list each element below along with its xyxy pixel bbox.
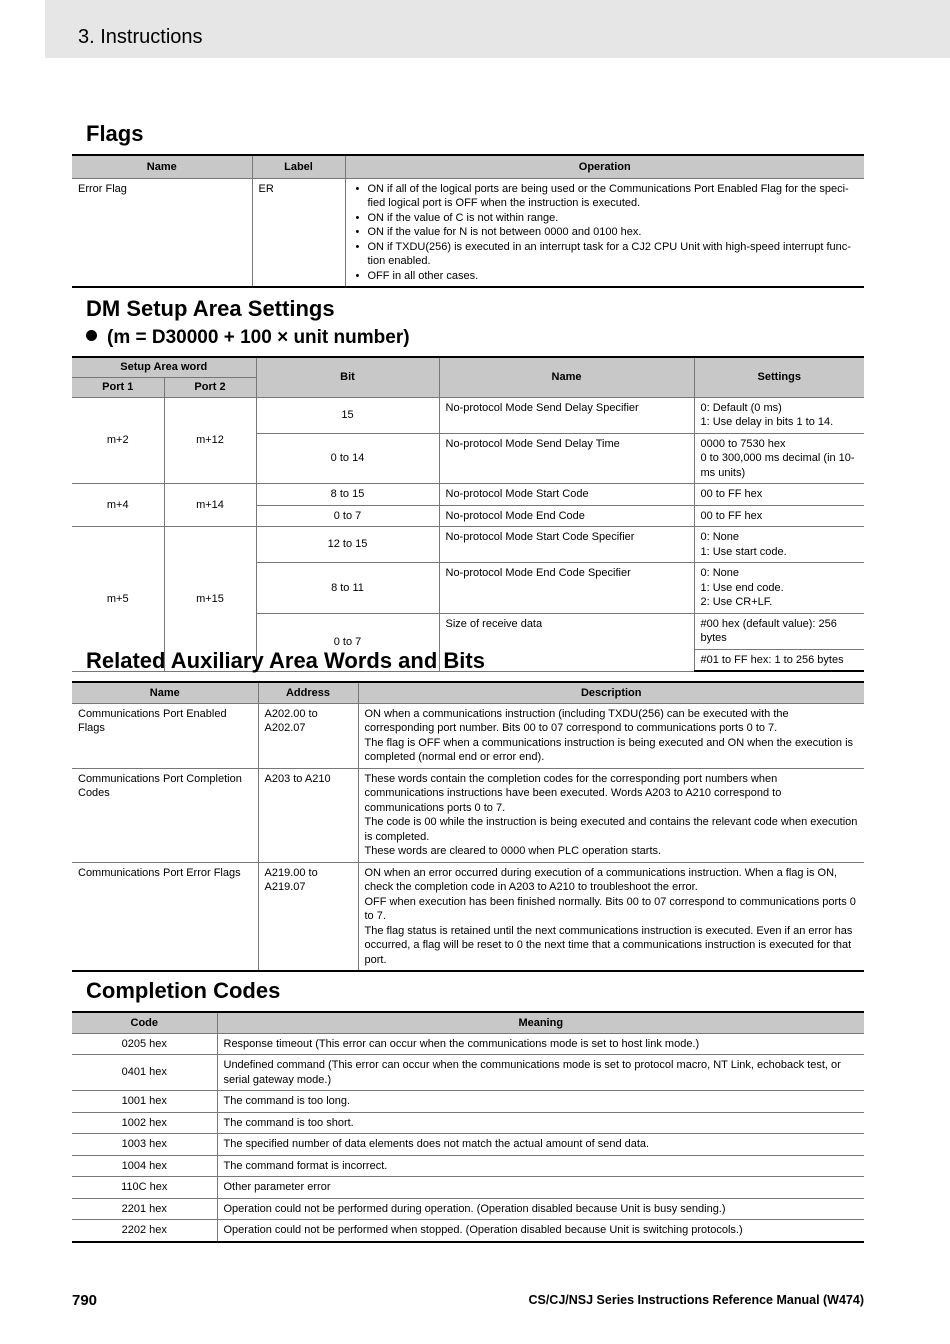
setting-values: #01 to FF hex: 1 to 256 bytes — [694, 649, 864, 671]
table-row — [72, 862, 864, 971]
code-cell: 0205 hex — [72, 1033, 217, 1055]
completion-codes-table — [72, 1011, 864, 1243]
flags-table — [72, 154, 864, 288]
flags-heading: Flags — [86, 121, 144, 146]
meaning-cell: Operation could not be performed when stopped. (Operation disabled because Unit is switching protocols.) — [217, 1220, 864, 1242]
flag-name: Error Flag — [72, 178, 252, 287]
col-name: Name — [72, 155, 252, 178]
setting-name: No-protocol Mode End Code — [439, 505, 694, 527]
code-cell: 1002 hex — [72, 1112, 217, 1134]
port2-word: m+12 — [164, 397, 256, 484]
setting-line: 0: Default (0 ms) — [700, 401, 782, 414]
aux-table — [72, 681, 864, 972]
col-code: Code — [72, 1012, 217, 1033]
bit-cell: 15 — [256, 397, 439, 433]
aux-name: Communications Port Error Flags — [72, 862, 258, 971]
dm-subheading — [86, 327, 410, 349]
setting-line: 0000 to 7530 hex — [700, 437, 786, 450]
aux-description — [358, 862, 864, 971]
setting-values — [694, 433, 864, 484]
description-line: These words are cleared to 0000 when PLC operation starts. — [364, 845, 662, 857]
description-line: ON when a communications instruction (including TXDU(256) can be executed with the corresponding port number. Bits 00 to 07 correspond to communications ports 0 to 7. — [364, 707, 789, 734]
description-line: The code is 00 while the instruction is being executed and contains the relevant code when execution is completed. — [364, 816, 858, 843]
col-label: Label — [252, 155, 345, 178]
setting-values: 00 to FF hex — [694, 505, 864, 527]
bit-cell: 0 to 7 — [256, 613, 439, 671]
list-item: • ON if all of the logical ports are being used or the Communications Port Enabled Flag for the speci-fied logical port is OFF when the instruction is executed. — [368, 182, 859, 211]
aux-name: Communications Port Enabled Flags — [72, 703, 258, 768]
setting-line: 0: None — [700, 531, 740, 543]
code-cell: 0401 hex — [72, 1055, 217, 1091]
setting-values — [694, 527, 864, 563]
col-meaning: Meaning — [217, 1012, 864, 1033]
table-row — [72, 1198, 864, 1220]
col-port2: Port 2 — [164, 377, 256, 397]
bullet-icon — [86, 330, 97, 341]
code-cell: 1001 hex — [72, 1091, 217, 1113]
codes-heading: Completion Codes — [86, 978, 281, 1003]
bit-cell: 12 to 15 — [256, 527, 439, 563]
list-item: • OFF in all other cases. — [368, 269, 859, 284]
table-row — [72, 1177, 864, 1199]
setting-name: No-protocol Mode End Code Specifier — [439, 563, 694, 614]
col-description: Description — [358, 682, 864, 703]
description-line: The flag is OFF when a communications instruction is being executed and ON when the execution is completed (normal end or error end). — [364, 736, 854, 763]
col-port1: Port 1 — [72, 377, 164, 397]
col-name: Name — [72, 682, 258, 703]
aux-description — [358, 703, 864, 768]
description-line: ON when an error occurred during execution of a communications instruction. When a flag is ON, check the completion code in A203 to A210 to troubleshoot the error. — [364, 866, 838, 893]
meaning-cell: Response timeout (This error can occur when the communications mode is set to host link mode.) — [217, 1033, 864, 1055]
list-item: • ON if the value for N is not between 0000 and 0100 hex. — [368, 225, 859, 240]
code-cell: 2201 hex — [72, 1198, 217, 1220]
setting-values — [694, 563, 864, 614]
flag-label: ER — [252, 178, 345, 287]
dm-heading: DM Setup Area Settings — [86, 296, 335, 321]
flag-operation — [345, 178, 864, 287]
setting-values — [694, 397, 864, 433]
aux-name: Communications Port Completion Codes — [72, 768, 258, 862]
table-row — [72, 1220, 864, 1242]
col-address: Address — [258, 682, 358, 703]
aux-heading: Related Auxiliary Area Words and Bits — [86, 648, 485, 673]
code-cell: 2202 hex — [72, 1220, 217, 1242]
meaning-cell: The command is too short. — [217, 1112, 864, 1134]
dm-subtitle: (m = D30000 + 100 × unit number) — [107, 327, 410, 348]
col-name: Name — [439, 357, 694, 397]
port1-word: m+4 — [72, 484, 164, 527]
code-cell: 1004 hex — [72, 1155, 217, 1177]
aux-address: A202.00 to A202.07 — [258, 703, 358, 768]
list-item: • ON if the value of C is not within range. — [368, 211, 859, 226]
meaning-cell: Undefined command (This error can occur when the communications mode is set to protocol macro, NT Link, echoback test, or serial gateway mode.) — [217, 1055, 864, 1091]
setting-values: #00 hex (default value): 256 bytes — [694, 613, 864, 649]
setting-name: Size of receive data — [439, 613, 694, 671]
setting-name: No-protocol Mode Start Code — [439, 484, 694, 506]
section-header — [45, 0, 950, 58]
list-item: • ON if TXDU(256) is executed in an interrupt task for a CJ2 CPU Unit with high-speed interrupt func-tion enabled. — [368, 240, 859, 269]
meaning-cell: The command is too long. — [217, 1091, 864, 1113]
dm-setup-table — [72, 356, 864, 672]
setting-line: 0 to 300,000 ms decimal (in 10-ms units) — [700, 452, 855, 479]
setting-line: 1: Use delay in bits 1 to 14. — [700, 416, 834, 428]
description-line: OFF when execution has been finished normally. Bits 00 to 07 correspond to communications ports 0 to 7. — [364, 895, 856, 922]
table-row — [72, 397, 864, 433]
setting-line: 1: Use start code. — [700, 545, 787, 558]
bit-cell: 8 to 15 — [256, 484, 439, 506]
table-row — [72, 1033, 864, 1055]
aux-address: A219.00 to A219.07 — [258, 862, 358, 971]
col-settings: Settings — [694, 357, 864, 397]
setting-name: No-protocol Mode Send Delay Time — [439, 433, 694, 484]
bit-cell: 8 to 11 — [256, 563, 439, 614]
table-row — [72, 178, 864, 287]
setting-line: 1: Use end code. — [700, 581, 784, 594]
col-setup-area-word: Setup Area word — [72, 357, 256, 377]
manual-title: CS/CJ/NSJ Series Instructions Reference Manual (W474) — [528, 1293, 864, 1307]
meaning-cell: Operation could not be performed during operation. (Operation disabled because Unit is busy sending.) — [217, 1198, 864, 1220]
description-line: These words contain the completion codes for the corresponding port numbers when communications instructions have been executed. Words A203 to A210 correspond to communications ports 0 to 7. — [364, 772, 782, 814]
table-row — [72, 484, 864, 506]
page-number: 790 — [72, 1292, 98, 1309]
table-row — [72, 1134, 864, 1156]
bit-cell: 0 to 7 — [256, 505, 439, 527]
aux-address: A203 to A210 — [258, 768, 358, 862]
section-title: 3. Instructions — [78, 26, 203, 48]
meaning-cell: Other parameter error — [217, 1177, 864, 1199]
col-bit: Bit — [256, 357, 439, 397]
port2-word: m+15 — [164, 527, 256, 672]
port1-word: m+5 — [72, 527, 164, 672]
setting-name: No-protocol Mode Send Delay Specifier — [439, 397, 694, 433]
meaning-cell: The command format is incorrect. — [217, 1155, 864, 1177]
code-cell: 110C hex — [72, 1177, 217, 1199]
setting-values: 00 to FF hex — [694, 484, 864, 506]
description-line: The flag status is retained until the next communications instruction is executed. Even if an error has occurred, a flag will be reset to 0 the next time that a communications instruction is executed for that port. — [364, 924, 853, 966]
code-cell: 1003 hex — [72, 1134, 217, 1156]
table-row — [72, 703, 864, 768]
table-row — [72, 1091, 864, 1113]
table-row — [72, 1112, 864, 1134]
setting-name: No-protocol Mode Start Code Specifier — [439, 527, 694, 563]
col-operation: Operation — [345, 155, 864, 178]
port2-word: m+14 — [164, 484, 256, 527]
setting-line: 0: None — [700, 567, 740, 579]
table-row — [72, 1155, 864, 1177]
table-row — [72, 1055, 864, 1091]
table-row — [72, 768, 864, 862]
aux-description — [358, 768, 864, 862]
table-row — [72, 527, 864, 563]
port1-word: m+2 — [72, 397, 164, 484]
bit-cell: 0 to 14 — [256, 433, 439, 484]
setting-line: 2: Use CR+LF. — [700, 596, 773, 608]
meaning-cell: The specified number of data elements does not match the actual amount of send data. — [217, 1134, 864, 1156]
